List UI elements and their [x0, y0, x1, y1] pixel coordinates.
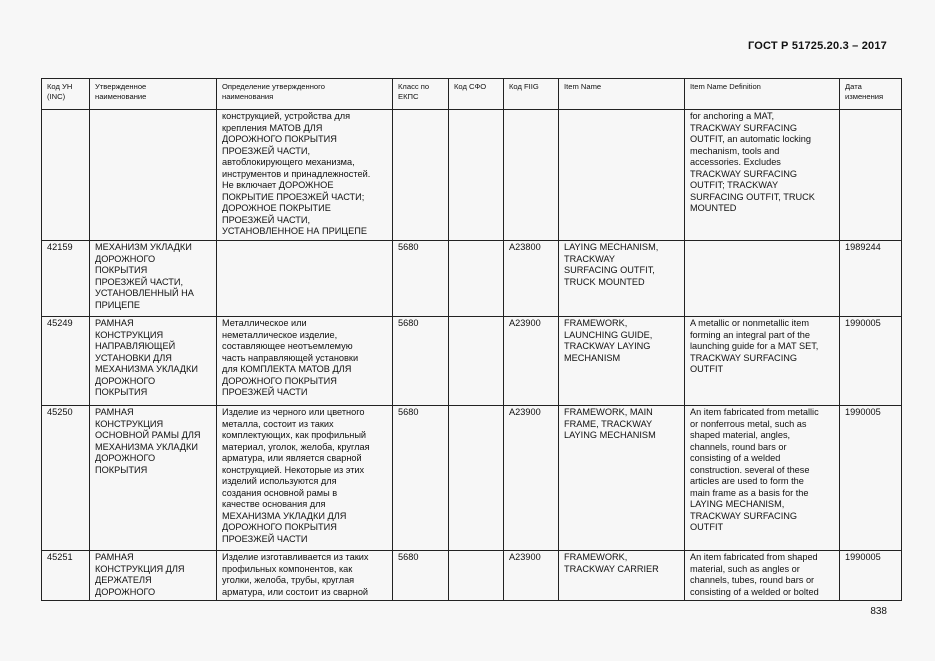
cell-item-definition: An item fabricated from metallic or nonferrous metal, such as shaped material, angles, channels, round bars or consisting of a welded construction. several of these articles are used to form the main frame as a basis for the LAYING MECHANISM, TRACKWAY SURFACING OUTFIT [685, 406, 840, 551]
cell-approved-name: МЕХАНИЗМ УКЛАДКИ ДОРОЖНОГО ПОКРЫТИЯ ПРОЕЗЖЕЙ ЧАСТИ, УСТАНОВЛЕННЫЙ НА ПРИЦЕПЕ [90, 241, 217, 317]
cell-ekps-class: 5680 [393, 406, 449, 551]
cell-fiig-code: A23900 [504, 551, 559, 601]
cell-item-definition: A metallic or nonmetallic item forming an integral part of the launching guide for a MAT SET, TRACKWAY SURFACING OUTFIT [685, 317, 840, 406]
table-row [42, 317, 902, 406]
cell-item-definition: for anchoring a MAT, TRACKWAY SURFACING OUTFIT, an automatic locking mechanism, tools and accessories. Excludes TRACKWAY SURFACING OUTFIT; TRACKWAY SURFACING OUTFIT, TRUCK MOUNTED [685, 110, 840, 241]
table-row [42, 406, 902, 551]
cell-sfo-code [449, 406, 504, 551]
col-header-item-definition: Item Name Definition [685, 79, 840, 110]
cell-change-date [840, 110, 902, 241]
cell-ekps-class: 5680 [393, 551, 449, 601]
col-header-inc: Код УН (INC) [42, 79, 90, 110]
cell-change-date: 1990005 [840, 317, 902, 406]
cell-ekps-class: 5680 [393, 241, 449, 317]
cell-fiig-code: A23900 [504, 317, 559, 406]
col-header-ekps-class: Класс по ЕКПС [393, 79, 449, 110]
cell-definition: Металлическое или неметаллическое изделие, составляющее неотъемлемую часть направляющей установки для КОМПЛЕКТА МАТОВ ДЛЯ ДОРОЖНОГО ПОКРЫТИЯ ПРОЕЗЖЕЙ ЧАСТИ [217, 317, 393, 406]
cell-sfo-code [449, 551, 504, 601]
cell-definition: Изделие изготавливается из таких профильных компонентов, как уголки, желоба, трубы, круглая арматура, или состоит из сварной [217, 551, 393, 601]
cell-item-definition [685, 241, 840, 317]
table-row [42, 241, 902, 317]
cell-fiig-code [504, 110, 559, 241]
cell-inc: 45251 [42, 551, 90, 601]
cell-sfo-code [449, 241, 504, 317]
cell-item-name: FRAMEWORK, LAUNCHING GUIDE, TRACKWAY LAYING MECHANISM [559, 317, 685, 406]
cell-item-name [559, 110, 685, 241]
cell-approved-name: РАМНАЯ КОНСТРУКЦИЯ ОСНОВНОЙ РАМЫ ДЛЯ МЕХАНИЗМА УКЛАДКИ ДОРОЖНОГО ПОКРЫТИЯ [90, 406, 217, 551]
cell-inc: 42159 [42, 241, 90, 317]
col-header-fiig-code: Код FIIG [504, 79, 559, 110]
cell-ekps-class [393, 110, 449, 241]
cell-approved-name [90, 110, 217, 241]
col-header-item-name: Item Name [559, 79, 685, 110]
cell-sfo-code [449, 110, 504, 241]
cell-item-name: FRAMEWORK, TRACKWAY CARRIER [559, 551, 685, 601]
cell-definition: Изделие из черного или цветного металла, состоит из таких комплектующих, как профильный материал, уголок, желоба, круглая арматура, или является сварной конструкцией. Некоторые из этих изделий используются для создания основной рамы в качестве основания для МЕХАНИЗМА УКЛАДКИ ДЛЯ ДОРОЖНОГО ПОКРЫТИЯ ПРОЕЗЖЕЙ ЧАСТИ [217, 406, 393, 551]
cell-inc [42, 110, 90, 241]
cell-inc: 45249 [42, 317, 90, 406]
cell-item-name: FRAMEWORK, MAIN FRAME, TRACKWAY LAYING MECHANISM [559, 406, 685, 551]
cell-item-definition: An item fabricated from shaped material, such as angles or channels, tubes, round bars or consisting of a welded or bolted [685, 551, 840, 601]
col-header-sfo-code: Код СФО [449, 79, 504, 110]
table-row [42, 551, 902, 601]
document-standard-title: ГОСТ Р 51725.20.3 – 2017 [747, 40, 887, 52]
cell-fiig-code: A23900 [504, 406, 559, 551]
cell-approved-name: РАМНАЯ КОНСТРУКЦИЯ НАПРАВЛЯЮЩЕЙ УСТАНОВКИ ДЛЯ МЕХАНИЗМА УКЛАДКИ ДОРОЖНОГО ПОКРЫТИЯ [90, 317, 217, 406]
cell-item-name: LAYING MECHANISM, TRACKWAY SURFACING OUTFIT, TRUCK MOUNTED [559, 241, 685, 317]
col-header-definition: Определение утвержденного наименования [217, 79, 393, 110]
cell-definition: конструкцией, устройства для крепления МАТОВ ДЛЯ ДОРОЖНОГО ПОКРЫТИЯ ПРОЕЗЖЕЙ ЧАСТИ, автоблокирующего механизма, инструментов и принадлежностей. Не включает ДОРОЖНОЕ ПОКРЫТИЕ ПРОЕЗЖЕЙ ЧАСТИ; ДОРОЖНОЕ ПОКРЫТИЕ ПРОЕЗЖЕЙ ЧАСТИ, УСТАНОВЛЕННОЕ НА ПРИЦЕПЕ [217, 110, 393, 241]
table-header-row [42, 79, 902, 110]
cell-ekps-class: 5680 [393, 317, 449, 406]
cell-definition [217, 241, 393, 317]
cell-fiig-code: A23800 [504, 241, 559, 317]
cell-change-date: 1990005 [840, 406, 902, 551]
cell-approved-name: РАМНАЯ КОНСТРУКЦИЯ ДЛЯ ДЕРЖАТЕЛЯ ДОРОЖНОГО [90, 551, 217, 601]
cell-change-date: 1990005 [840, 551, 902, 601]
col-header-approved-name: Утвержденное наименование [90, 79, 217, 110]
page-number: 838 [870, 606, 887, 617]
cell-change-date: 1989244 [840, 241, 902, 317]
cell-inc: 45250 [42, 406, 90, 551]
cell-sfo-code [449, 317, 504, 406]
classification-table [41, 78, 902, 601]
col-header-change-date: Дата изменения [840, 79, 902, 110]
table-row [42, 110, 902, 241]
